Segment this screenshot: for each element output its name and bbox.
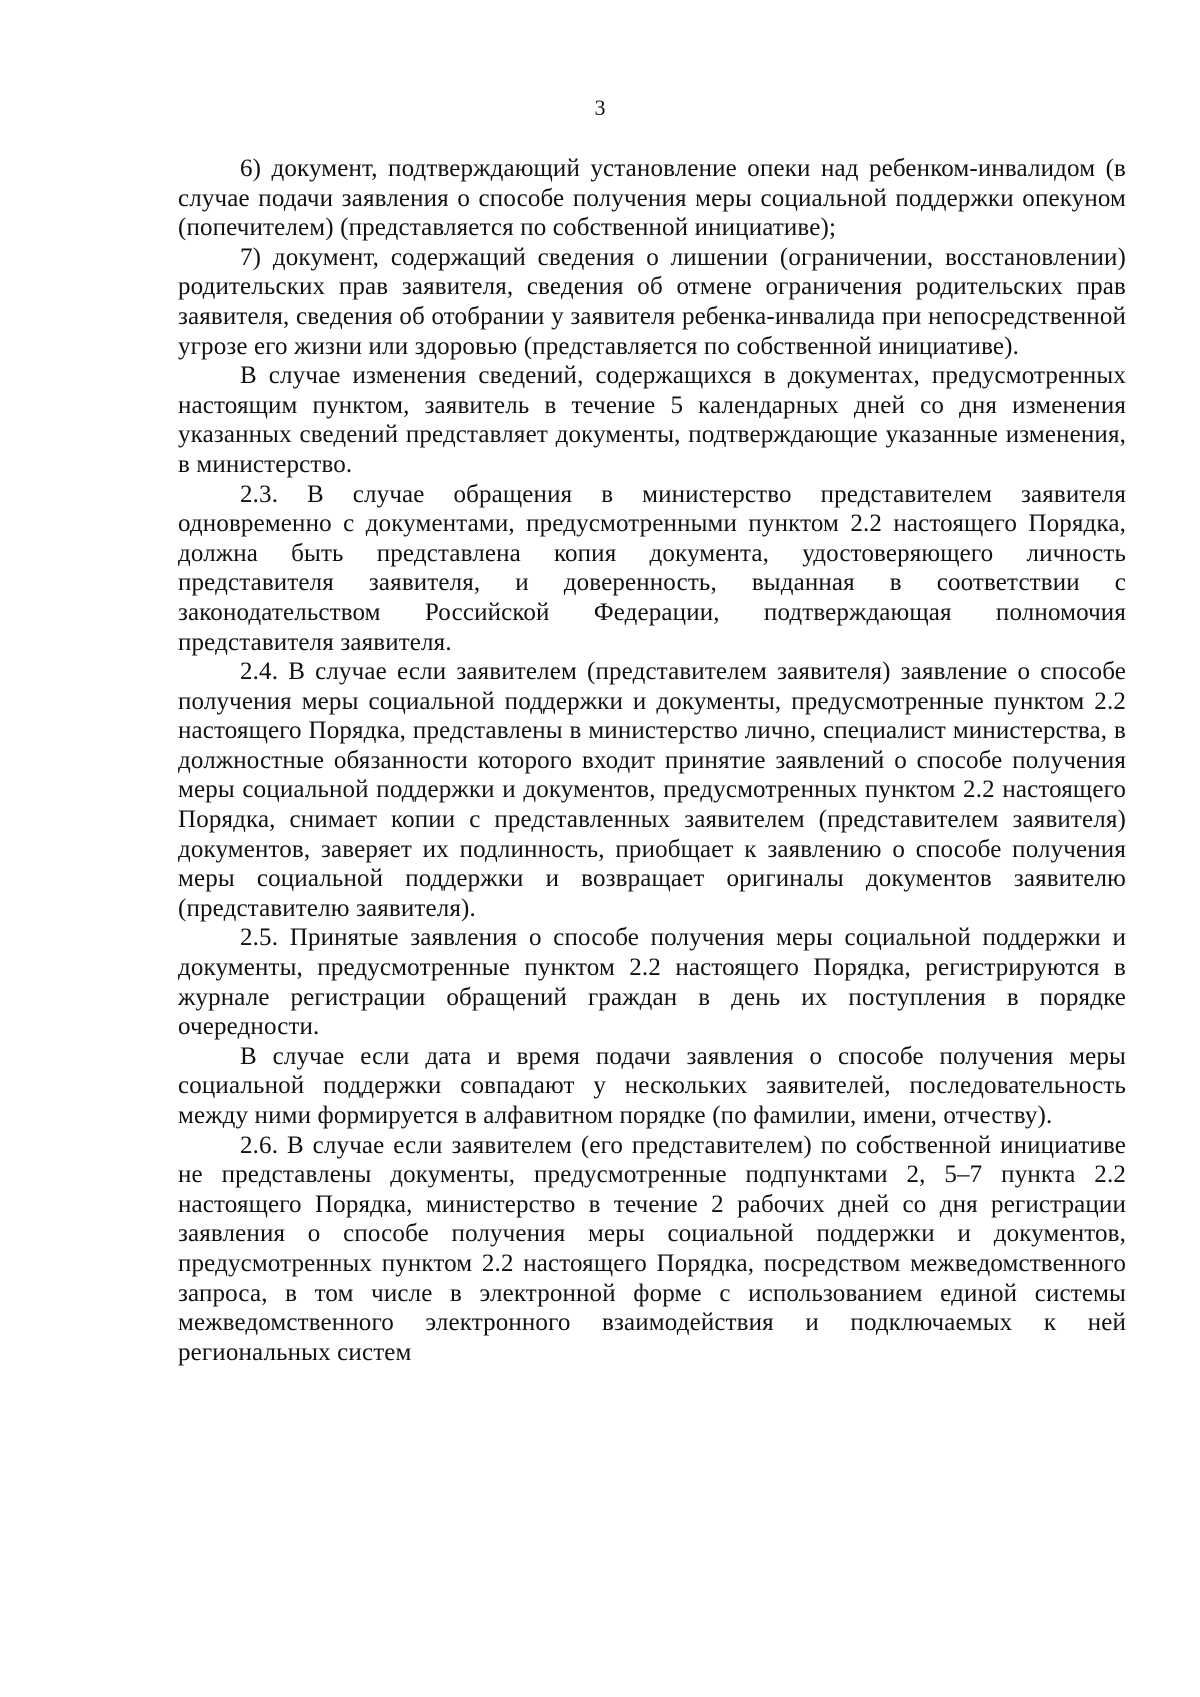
paragraph-2-3: 2.3. В случае обращения в министерство представителем заявителя одновременно с документами, предусмотренными пунктом 2.2 настоящего Порядка, должна быть представлена копия документа, удостоверяющего личность представителя заявителя, и доверенность, выданная в соответствии с законодательством Российской Федерации, подтверждающая полномочия представителя заявителя. (178, 480, 1126, 656)
paragraph-item-6: 6) документ, подтверждающий установление опеки над ребенком-инвалидом (в случае подачи заявления о способе получения меры социальной поддержки опекуном (попечителем) (представляется по собственной инициативе); (178, 155, 1126, 242)
paragraph-2-4: 2.4. В случае если заявителем (представителем заявителя) заявление о способе получения меры социальной поддержки и документы, предусмотренные пунктом 2.2 настоящего Порядка, представлены в министерство лично, специалист министерства, в должностные обязанности которого входит принятие заявлений о способе получения меры социальной поддержки и документов, предусмотренных пунктом 2.2 настоящего Порядка, снимает копии с представленных заявителем (представителем заявителя) документов, заверяет их подлинность, приобщает к заявлению о способе получения меры социальной поддержки и возвращает оригиналы документов заявителю (представителю заявителя). (178, 658, 1126, 922)
paragraph-2-5: 2.5. Принятые заявления о способе получения меры социальной поддержки и документы, предусмотренные пунктом 2.2 настоящего Порядка, регистрируются в журнале регистрации обращений граждан в день их поступления в порядке очередности. (178, 924, 1126, 1041)
paragraph-changes-notice: В случае изменения сведений, содержащихся в документах, предусмотренных настоящим пунктом, заявитель в течение 5 календарных дней со дня изменения указанных сведений представляет документы, подтверждающие указанные изменения, в министерство. (178, 362, 1126, 478)
page-number: 3 (594, 95, 606, 120)
paragraph-2-6: 2.6. В случае если заявителем (его представителем) по собственной инициативе не представлены документы, предусмотренные подпунктами 2, 5–7 пункта 2.2 настоящего Порядка, министерство в течение 2 рабочих дней со дня регистрации заявления о способе получения меры социальной поддержки и документов, предусмотренных пунктом 2.2 настоящего Порядка, посредством межведомственного запроса, в том числе в электронной форме с использованием единой системы межведомственного электронного взаимодействия и подключаемых к ней региональных систем (178, 1131, 1126, 1366)
paragraph-2-5-order: В случае если дата и время подачи заявления о способе получения меры социальной поддержки совпадают у нескольких заявителей, последовательность между ними формируется в алфавитном порядке (по фамилии, имени, отчеству). (178, 1042, 1126, 1129)
paragraph-item-7: 7) документ, содержащий сведения о лишении (ограничении, восстановлении) родительских прав заявителя, сведения об отмене ограничения родительских прав заявителя, сведения об отобрании у заявителя ребенка-инвалида при непосредственной угрозе его жизни или здоровью (представляется по собственной инициативе). (178, 243, 1126, 360)
